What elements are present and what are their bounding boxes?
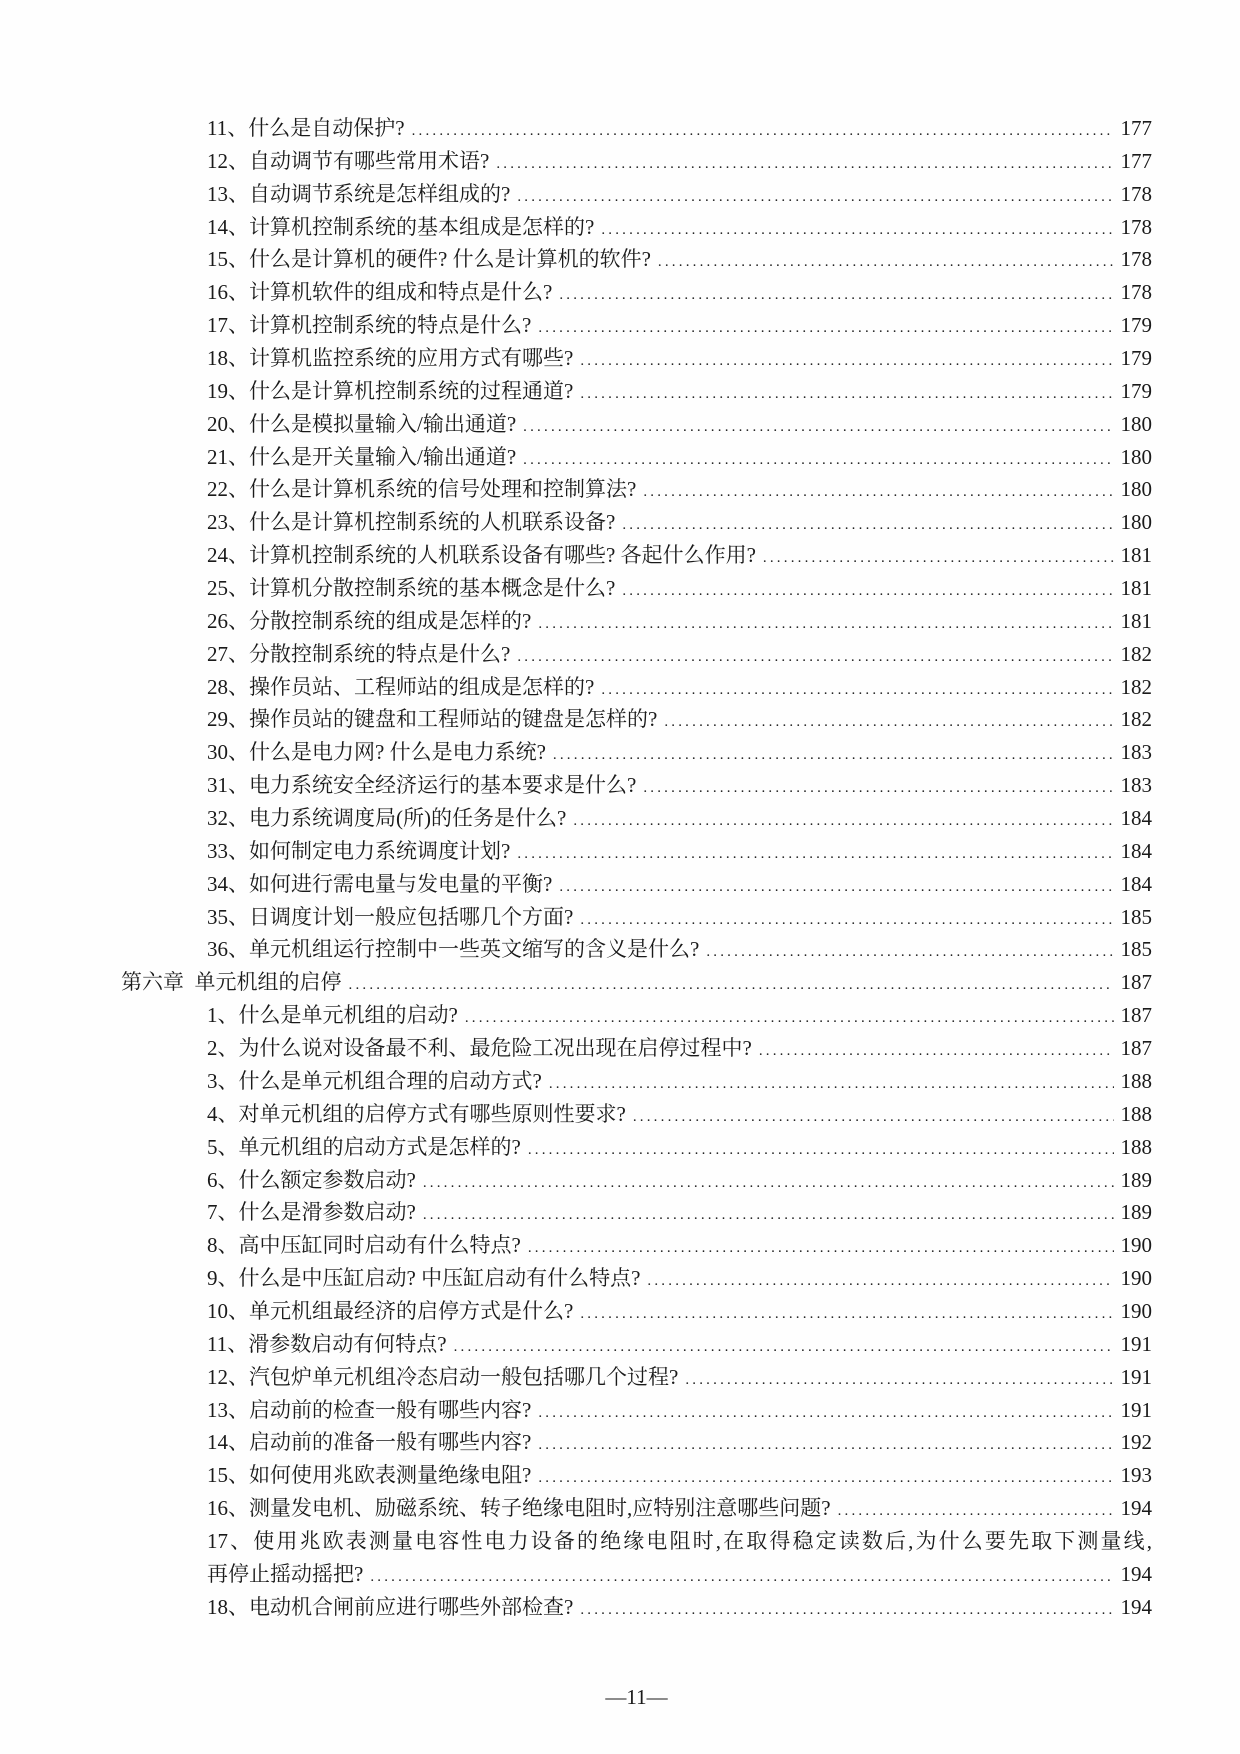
toc-entry-text: 单元机组最经济的启停方式是什么? [249, 1298, 574, 1323]
toc-entry [121, 178, 1152, 211]
toc-entry [121, 342, 1152, 375]
dot-leader [516, 408, 1114, 444]
toc-entry-number: 15、 [207, 1463, 249, 1488]
toc-entry-number: 13、 [207, 181, 249, 206]
toc-entry-label [207, 1558, 363, 1591]
toc-entry-number: 10、 [207, 1298, 249, 1323]
dot-leader [594, 671, 1114, 707]
toc-entry-text: 日调度计划一般应包括哪几个方面? [249, 904, 574, 929]
toc-entry [121, 999, 1152, 1032]
dot-leader [342, 966, 1115, 1002]
toc-entry-number: 23、 [207, 510, 249, 535]
toc-entry-text: 使用兆欧表测量电容性电力设备的绝缘电阻时,在取得稳定读数后,为什么要先取下测量线, [253, 1528, 1152, 1553]
toc-entry-text: 计算机控制系统的基本组成是怎样的? [249, 214, 595, 239]
toc-entry-text: 如何制定电力系统调度计划? [249, 838, 511, 863]
toc-entry-number: 21、 [207, 444, 249, 469]
toc-entry-number: 13、 [207, 1397, 249, 1422]
toc-entry [121, 605, 1152, 638]
toc-entry-label [207, 572, 615, 605]
toc-entry-number: 4、 [207, 1101, 239, 1126]
dot-leader [531, 1394, 1114, 1430]
toc-entry-number: 3、 [207, 1068, 239, 1093]
dot-leader [566, 802, 1114, 838]
dot-leader [699, 933, 1114, 969]
dot-leader [573, 375, 1114, 411]
toc-entry-page: 179 [1120, 378, 1152, 403]
toc-entry-page: 178 [1120, 280, 1152, 305]
toc-entry-number: 24、 [207, 543, 249, 568]
toc-entry-number: 20、 [207, 411, 249, 436]
toc-entry [121, 1361, 1152, 1394]
toc-entry-page: 191 [1120, 1397, 1152, 1422]
toc-entry-text: 自动调节系统是怎样组成的? [249, 181, 511, 206]
toc-entry [121, 1262, 1152, 1295]
toc-entry-label [207, 933, 699, 966]
toc-entry [121, 1459, 1152, 1492]
toc-entry-text: 为什么说对设备最不利、最危险工况出现在启停过程中? [238, 1036, 752, 1061]
toc-entry-label [207, 506, 615, 539]
toc-entry-page: 179 [1120, 346, 1152, 371]
toc-entry [121, 1525, 1152, 1558]
dot-leader [542, 1065, 1114, 1101]
toc-entry-page: 183 [1120, 740, 1152, 765]
dot-leader [516, 441, 1114, 477]
toc-entry-page: 194 [1120, 1561, 1152, 1586]
toc-entry [121, 375, 1152, 408]
toc-entry-text: 分散控制系统的特点是什么? [249, 641, 511, 666]
toc-entry-number: 11、 [207, 116, 249, 140]
toc-entry-label [207, 671, 594, 704]
toc-entry [121, 901, 1152, 934]
toc-entry [121, 638, 1152, 671]
toc-entry-number: 34、 [207, 871, 249, 896]
toc-entry-page: 187 [1120, 1003, 1152, 1028]
dot-leader [405, 112, 1114, 148]
toc-entry-page: 193 [1120, 1463, 1152, 1488]
toc-entry-page: 180 [1120, 477, 1152, 502]
footer-page-number: —11— [605, 1685, 668, 1709]
toc-entry-number: 14、 [207, 214, 249, 239]
toc-entry-number: 9、 [207, 1266, 239, 1291]
toc-entry-number: 8、 [207, 1233, 239, 1258]
toc-entry-label [207, 1394, 531, 1427]
toc-entry-text: 什么是滑参数启动? [238, 1200, 416, 1225]
dot-leader [752, 1032, 1114, 1068]
toc-entry-page: 184 [1120, 871, 1152, 896]
toc-entry-page: 177 [1120, 148, 1152, 173]
toc-entry-text: 操作员站的键盘和工程师站的键盘是怎样的? [249, 707, 658, 732]
toc-entry [121, 243, 1152, 276]
dot-leader [447, 1328, 1114, 1364]
toc-entry-text: 汽包炉单元机组冷态启动一般包括哪几个过程? [249, 1364, 679, 1389]
toc-entry-text: 什么是开关量输入/输出通道? [249, 444, 517, 469]
dot-leader [521, 1131, 1114, 1167]
dot-leader [521, 1229, 1114, 1265]
dot-leader [552, 276, 1114, 312]
toc-entry-page: 190 [1120, 1298, 1152, 1323]
toc-entry [121, 1131, 1152, 1164]
toc-entry-number: 35、 [207, 904, 249, 929]
toc-entry-text: 启动前的检查一般有哪些内容? [249, 1397, 532, 1422]
toc-entry [121, 769, 1152, 802]
dot-leader [615, 572, 1114, 608]
toc-entry-label [207, 769, 636, 802]
dot-leader [594, 211, 1114, 247]
toc-entry-page: 178 [1120, 181, 1152, 206]
toc-entry-label [207, 473, 636, 506]
toc-entry [121, 1328, 1152, 1361]
toc-entry-page: 190 [1120, 1233, 1152, 1258]
toc-entry [121, 1492, 1152, 1525]
toc-entry-label [207, 605, 531, 638]
toc-entry-text: 什么额定参数启动? [238, 1167, 416, 1192]
toc-entry-text: 计算机监控系统的应用方式有哪些? [249, 346, 574, 371]
toc-entry-label [207, 408, 516, 441]
toc-entry-label [207, 1196, 416, 1229]
toc-entry [121, 112, 1152, 145]
toc-entry-number: 18、 [207, 346, 249, 371]
toc-entry-page: 182 [1120, 674, 1152, 699]
toc-entry-page: 181 [1120, 576, 1152, 601]
toc-entry-continuation [121, 1558, 1152, 1591]
dot-leader [531, 309, 1114, 345]
dot-leader [657, 703, 1114, 739]
dot-leader [416, 1196, 1114, 1232]
toc-entry-label [207, 1295, 573, 1328]
toc-entry-label [207, 1591, 573, 1624]
toc-entry-page: 179 [1120, 313, 1152, 338]
dot-leader [615, 506, 1114, 542]
toc-entry-text: 启动前的准备一般有哪些内容? [249, 1430, 532, 1455]
toc-entry-label [121, 966, 342, 999]
toc-entry-page: 180 [1120, 411, 1152, 436]
toc-entry-label [207, 1328, 447, 1361]
dot-leader [489, 145, 1114, 181]
toc-entry-number: 25、 [207, 576, 249, 601]
toc-entry-text: 分散控制系统的组成是怎样的? [249, 608, 532, 633]
toc-entry-text: 什么是计算机的硬件? 什么是计算机的软件? [249, 247, 651, 272]
toc-entry-text: 什么是中压缸启动? 中压缸启动有什么特点? [238, 1266, 641, 1291]
toc-entry-number: 26、 [207, 608, 249, 633]
toc-entry-page: 188 [1120, 1068, 1152, 1093]
toc-entry-label [207, 1065, 542, 1098]
toc-chapter-entry [121, 966, 1152, 999]
toc-entry-number: 1、 [207, 1003, 239, 1028]
toc-entry [121, 276, 1152, 309]
toc-entry [121, 1426, 1152, 1459]
toc-entry-text: 测量发电机、励磁系统、转子绝缘电阻时,应特别注意哪些问题? [249, 1496, 831, 1521]
toc-entry-label [207, 112, 405, 145]
toc-entry [121, 1098, 1152, 1131]
toc-entry-number: 5、 [207, 1134, 239, 1159]
toc-entry-number: 28、 [207, 674, 249, 699]
toc-entry-page: 182 [1120, 707, 1152, 732]
toc-entry [121, 211, 1152, 244]
toc-entry-label [207, 441, 516, 474]
table-of-contents [121, 112, 1152, 1624]
toc-entry [121, 572, 1152, 605]
toc-entry-label [207, 375, 573, 408]
toc-entry-page: 184 [1120, 806, 1152, 831]
toc-entry [121, 835, 1152, 868]
toc-entry-label [207, 178, 510, 211]
toc-entry-text: 单元机组的启动方式是怎样的? [238, 1134, 521, 1159]
toc-entry-label [207, 1361, 678, 1394]
dot-leader [510, 178, 1114, 214]
toc-entry [121, 473, 1152, 506]
toc-entry-page: 187 [1120, 970, 1152, 995]
toc-entry-page: 187 [1120, 1036, 1152, 1061]
toc-entry-number: 15、 [207, 247, 249, 272]
toc-entry-number: 30、 [207, 740, 249, 765]
toc-entry-page: 185 [1120, 937, 1152, 962]
toc-entry-page: 182 [1120, 641, 1152, 666]
toc-entry-text: 单元机组的启停 [194, 970, 342, 995]
toc-entry [121, 868, 1152, 901]
toc-entry-page: 181 [1120, 543, 1152, 568]
toc-entry-page: 194 [1120, 1594, 1152, 1619]
toc-entry-text: 如何进行需电量与发电量的平衡? [249, 871, 553, 896]
toc-entry-page: 180 [1120, 444, 1152, 469]
dot-leader [416, 1164, 1114, 1200]
dot-leader [831, 1492, 1114, 1528]
dot-leader [573, 342, 1114, 378]
toc-entry-number: 第六章 [121, 970, 184, 995]
toc-entry-label [207, 309, 531, 342]
toc-entry-text: 什么是计算机控制系统的过程通道? [249, 378, 574, 403]
toc-entry-label [207, 1032, 752, 1065]
toc-entry-page: 192 [1120, 1430, 1152, 1455]
toc-entry [121, 802, 1152, 835]
toc-entry-page: 189 [1120, 1200, 1152, 1225]
toc-entry-text-continued: 再停止摇动摇把? [207, 1561, 364, 1586]
toc-entry [121, 1032, 1152, 1065]
dot-leader [636, 769, 1114, 805]
toc-entry-number: 29、 [207, 707, 249, 732]
toc-entry-text: 高中压缸同时启动有什么特点? [238, 1233, 521, 1258]
toc-entry-label [207, 1098, 626, 1131]
dot-leader [363, 1558, 1114, 1594]
toc-entry-text: 计算机控制系统的人机联系设备有哪些? 各起什么作用? [249, 543, 756, 568]
dot-leader [573, 1591, 1114, 1627]
toc-entry-text: 操作员站、工程师站的组成是怎样的? [249, 674, 595, 699]
toc-entry-label [207, 999, 458, 1032]
toc-entry-text: 什么是单元机组的启动? [238, 1003, 458, 1028]
toc-entry-page: 178 [1120, 247, 1152, 272]
dot-leader [651, 243, 1114, 279]
toc-entry-text: 什么是电力网? 什么是电力系统? [249, 740, 546, 765]
toc-entry-page: 180 [1120, 510, 1152, 535]
toc-entry-number: 33、 [207, 838, 249, 863]
dot-leader [531, 1426, 1114, 1462]
toc-entry-text: 什么是单元机组合理的启动方式? [238, 1068, 542, 1093]
dot-leader [678, 1361, 1114, 1397]
toc-entry-number: 7、 [207, 1200, 239, 1225]
toc-entry [121, 145, 1152, 178]
toc-entry-number: 31、 [207, 773, 249, 798]
toc-entry [121, 539, 1152, 572]
toc-entry-text: 什么是自动保护? [248, 116, 405, 140]
toc-entry-page: 184 [1120, 838, 1152, 863]
toc-entry-number: 12、 [207, 1364, 249, 1389]
dot-leader [510, 835, 1114, 871]
toc-entry-number: 16、 [207, 1496, 249, 1521]
toc-entry-number: 2、 [207, 1036, 239, 1061]
toc-entry-text: 对单元机组的启停方式有哪些原则性要求? [238, 1101, 626, 1126]
toc-entry-label [207, 638, 510, 671]
dot-leader [531, 605, 1114, 641]
toc-entry-label [207, 1262, 640, 1295]
toc-entry-label [207, 539, 756, 572]
toc-entry-label [207, 901, 573, 934]
toc-entry-number: 17、 [207, 313, 249, 338]
toc-entry [121, 1591, 1152, 1624]
toc-entry-text: 什么是计算机控制系统的人机联系设备? [249, 510, 616, 535]
toc-entry-number: 36、 [207, 937, 249, 962]
dot-leader [640, 1262, 1114, 1298]
dot-leader [636, 473, 1114, 509]
toc-entry-label [207, 1492, 831, 1525]
toc-entry-number: 18、 [207, 1594, 249, 1619]
dot-leader [573, 1295, 1114, 1331]
toc-entry [121, 703, 1152, 736]
toc-entry [121, 408, 1152, 441]
toc-entry [121, 933, 1152, 966]
toc-entry-number: 12、 [207, 148, 249, 173]
toc-entry-text: 计算机分散控制系统的基本概念是什么? [249, 576, 616, 601]
toc-entry-text: 计算机控制系统的特点是什么? [249, 313, 532, 338]
toc-entry-text: 电力系统安全经济运行的基本要求是什么? [249, 773, 637, 798]
dot-leader [552, 868, 1114, 904]
toc-entry-label [207, 802, 566, 835]
toc-entry-text: 单元机组运行控制中一些英文缩写的含义是什么? [249, 937, 700, 962]
toc-entry-number: 6、 [207, 1167, 239, 1192]
toc-entry-label [207, 1459, 531, 1492]
toc-entry-page: 185 [1120, 904, 1152, 929]
dot-leader [626, 1098, 1114, 1134]
toc-entry-number: 16、 [207, 280, 249, 305]
toc-entry-number: 14、 [207, 1430, 249, 1455]
toc-entry-label [207, 835, 510, 868]
toc-entry-number: 22、 [207, 477, 249, 502]
toc-entry [121, 506, 1152, 539]
toc-entry-page: 178 [1120, 214, 1152, 239]
toc-entry-text: 如何使用兆欧表测量绝缘电阻? [249, 1463, 532, 1488]
toc-entry-label [207, 1164, 416, 1197]
toc-entry-page: 183 [1120, 773, 1152, 798]
toc-entry-page: 188 [1120, 1134, 1152, 1159]
toc-entry-page: 188 [1120, 1101, 1152, 1126]
toc-entry [121, 671, 1152, 704]
toc-entry-text: 电力系统调度局(所)的任务是什么? [249, 806, 567, 831]
dot-leader [756, 539, 1114, 575]
dot-leader [458, 999, 1114, 1035]
toc-entry-number: 11、 [207, 1331, 249, 1356]
toc-entry-label [207, 342, 573, 375]
toc-entry-text: 什么是计算机系统的信号处理和控制算法? [249, 477, 637, 502]
toc-entry-page: 191 [1120, 1364, 1152, 1389]
toc-entry-label [207, 736, 546, 769]
toc-entry [121, 1065, 1152, 1098]
toc-entry-text: 滑参数启动有何特点? [248, 1331, 447, 1356]
toc-entry [121, 441, 1152, 474]
toc-entry-label [207, 243, 651, 276]
page-footer [121, 1682, 1152, 1712]
toc-entry-label [207, 868, 552, 901]
dot-leader [573, 901, 1114, 937]
toc-entry-number: 27、 [207, 641, 249, 666]
toc-entry-text: 电动机合闸前应进行哪些外部检查? [249, 1594, 574, 1619]
toc-entry-page: 181 [1120, 608, 1152, 633]
toc-entry-page: 190 [1120, 1266, 1152, 1291]
toc-entry [121, 309, 1152, 342]
toc-entry-text: 计算机软件的组成和特点是什么? [249, 280, 553, 305]
toc-entry-page: 194 [1120, 1496, 1152, 1521]
toc-entry [121, 1229, 1152, 1262]
toc-entry-label [207, 1229, 521, 1262]
toc-entry [121, 1164, 1152, 1197]
dot-leader [531, 1459, 1114, 1495]
toc-entry-page: 177 [1120, 116, 1152, 140]
toc-entry-label [207, 1131, 521, 1164]
toc-entry-number: 17、 [207, 1528, 254, 1553]
toc-entry [121, 1196, 1152, 1229]
toc-entry-label [207, 1426, 531, 1459]
toc-entry-label [207, 145, 489, 178]
dot-leader [546, 736, 1114, 772]
toc-entry-number: 19、 [207, 378, 249, 403]
toc-entry-text: 什么是模拟量输入/输出通道? [249, 411, 517, 436]
toc-entry [121, 736, 1152, 769]
toc-entry-number: 32、 [207, 806, 249, 831]
toc-entry-page: 189 [1120, 1167, 1152, 1192]
dot-leader [510, 638, 1114, 674]
toc-entry-label [207, 276, 552, 309]
toc-entry-page: 191 [1120, 1331, 1152, 1356]
toc-entry [121, 1394, 1152, 1427]
toc-entry-label [207, 211, 594, 244]
toc-entry-text: 自动调节有哪些常用术语? [249, 148, 490, 173]
toc-entry [121, 1295, 1152, 1328]
toc-entry-label [207, 703, 657, 736]
